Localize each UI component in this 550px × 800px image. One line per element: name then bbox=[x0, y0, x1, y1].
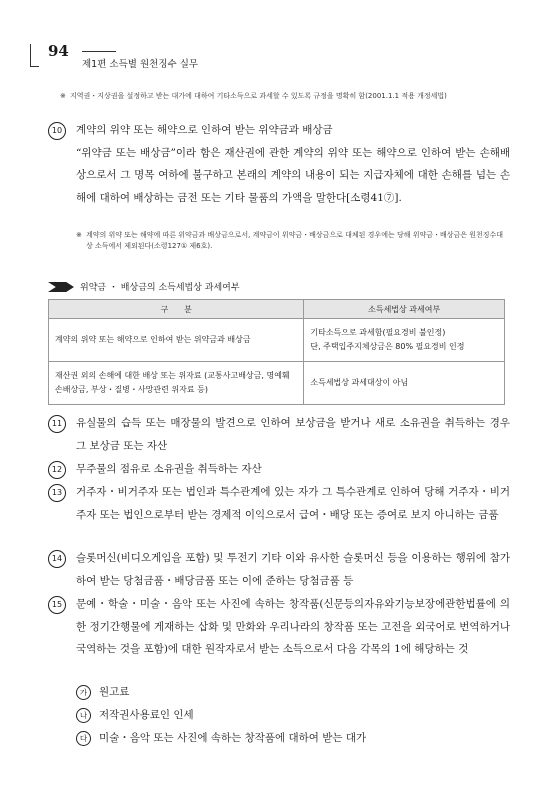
arrow-icon bbox=[48, 282, 74, 292]
sub-item-text: 원고료 bbox=[99, 686, 130, 698]
table-row bbox=[49, 362, 505, 405]
item-text: 거주자・비거주자 또는 법인과 특수관계에 있는 자가 그 특수관계로 인하여 당해 거주자・비거주자 또는 법인으로부터 받는 경제적 이익으로서 급여・배당 또는 증여로 보지 아니하는 금품 bbox=[76, 486, 510, 521]
header-corner-mark bbox=[30, 44, 39, 67]
list-item-10 bbox=[48, 119, 510, 209]
section-title: 위약금 ・ 배상금의 소득세법상 과세여부 bbox=[80, 283, 240, 293]
list-item-11 bbox=[48, 412, 510, 457]
note-top bbox=[60, 91, 505, 102]
sub-item-marker: 다 bbox=[76, 731, 91, 746]
list-item-12 bbox=[48, 458, 510, 481]
cell-line: 기타소득으로 과세함(필요경비 불인정) bbox=[310, 328, 446, 337]
table-header: 구 분 bbox=[49, 300, 304, 319]
list-item-15 bbox=[48, 593, 510, 661]
page-number: 94 bbox=[48, 42, 69, 60]
table-row bbox=[49, 319, 505, 362]
item-number: 15 bbox=[48, 596, 66, 614]
item-text: 계약의 위약 또는 해약으로 인하여 받는 위약금과 배상금 “위약금 또는 배상금”이라 함은 재산권에 관한 계약의 위약 또는 해약으로 인하여 받는 손해배상으로서 그 명목 여하에 불구하고 본래의 계약의 내용이 되는 지급자체에 대한 손해를 넘는 손해에 대하여 배상하는 금전 또는 기타 물품의 가액을 말한다[소령41⑦]. bbox=[76, 124, 510, 204]
table-cell: 재산권 외의 손해에 대한 배상 또는 위자료 (교통사고배상금, 명예훼손배상금, 부상・질병・사망관련 위자료 등) bbox=[49, 362, 304, 405]
note-asterisk-icon: ※ bbox=[60, 92, 66, 100]
sub-item-marker: 가 bbox=[76, 685, 91, 700]
item-number: 11 bbox=[48, 415, 66, 433]
item-number: 10 bbox=[48, 122, 66, 140]
sub-item-na bbox=[76, 706, 194, 724]
table-cell: 계약의 위약 또는 해약으로 인하여 받는 위약금과 배상금 bbox=[49, 319, 304, 362]
note-mid-text: 계약의 위약 또는 해약에 따른 위약금과 배상금으로서, 계약금이 위약금・배상금으로 대체된 경우에는 당해 위약금・배상금은 원천징수대상 소득에서 제외된다(소령127① 제6호). bbox=[86, 231, 504, 250]
item-text: 슬롯머신(비디오게임을 포함) 및 투전기 기타 이와 유사한 슬롯머신 등을 이용하는 행위에 참가하여 받는 당첨금품・배당금품 또는 이에 준하는 당첨금품 등 bbox=[76, 552, 510, 587]
table-cell: 소득세법상 과세대상이 아님 bbox=[304, 362, 505, 405]
sub-item-marker: 나 bbox=[76, 708, 91, 723]
item-number: 14 bbox=[48, 550, 66, 568]
cell-line: 단, 주택입주지체상금은 80% 필요경비 인정 bbox=[310, 342, 465, 351]
item-number: 12 bbox=[48, 461, 66, 479]
sub-item-da bbox=[76, 729, 366, 747]
note-mid bbox=[76, 230, 506, 252]
item-text: 유실물의 습득 또는 매장물의 발견으로 인하여 보상금을 받거나 새로 소유권을 취득하는 경우 그 보상금 또는 자산 bbox=[76, 417, 510, 452]
tax-table bbox=[48, 299, 505, 405]
header-rule bbox=[82, 51, 116, 52]
sub-item-text: 미술・음악 또는 사진에 속하는 창작품에 대하여 받는 대가 bbox=[99, 732, 367, 744]
table-cell bbox=[304, 319, 505, 362]
list-item-14 bbox=[48, 547, 510, 592]
table-header: 소득세법상 과세여부 bbox=[304, 300, 505, 319]
sub-item-text: 저작권사용료인 인세 bbox=[99, 709, 194, 721]
note-asterisk-icon: ※ bbox=[76, 231, 82, 239]
chapter-title: 제1편 소득별 원천징수 실무 bbox=[82, 59, 199, 70]
list-item-13 bbox=[48, 481, 510, 526]
note-top-text: 지역권・지상권을 설정하고 받는 대가에 대하여 기타소득으로 과세할 수 있도록 규정을 명확히 함(2001.1.1 적용 개정세법) bbox=[70, 92, 447, 100]
item-text: 무주물의 점유로 소유권을 취득하는 자산 bbox=[76, 463, 262, 475]
item-text: 문예・학술・미술・음악 또는 사진에 속하는 창작품(신문등의자유와기능보장에관한법률에 의한 정기간행물에 게재하는 삽화 및 만화와 우리나라의 창작품 또는 고전을 외국어로 번역하거나 국역하는 것을 포함)에 대한 원작자로서 받는 소득으로서 다음 각목의 1에 해당하는 것 bbox=[76, 598, 510, 655]
item-number: 13 bbox=[48, 484, 66, 502]
sub-item-ga bbox=[76, 683, 129, 701]
